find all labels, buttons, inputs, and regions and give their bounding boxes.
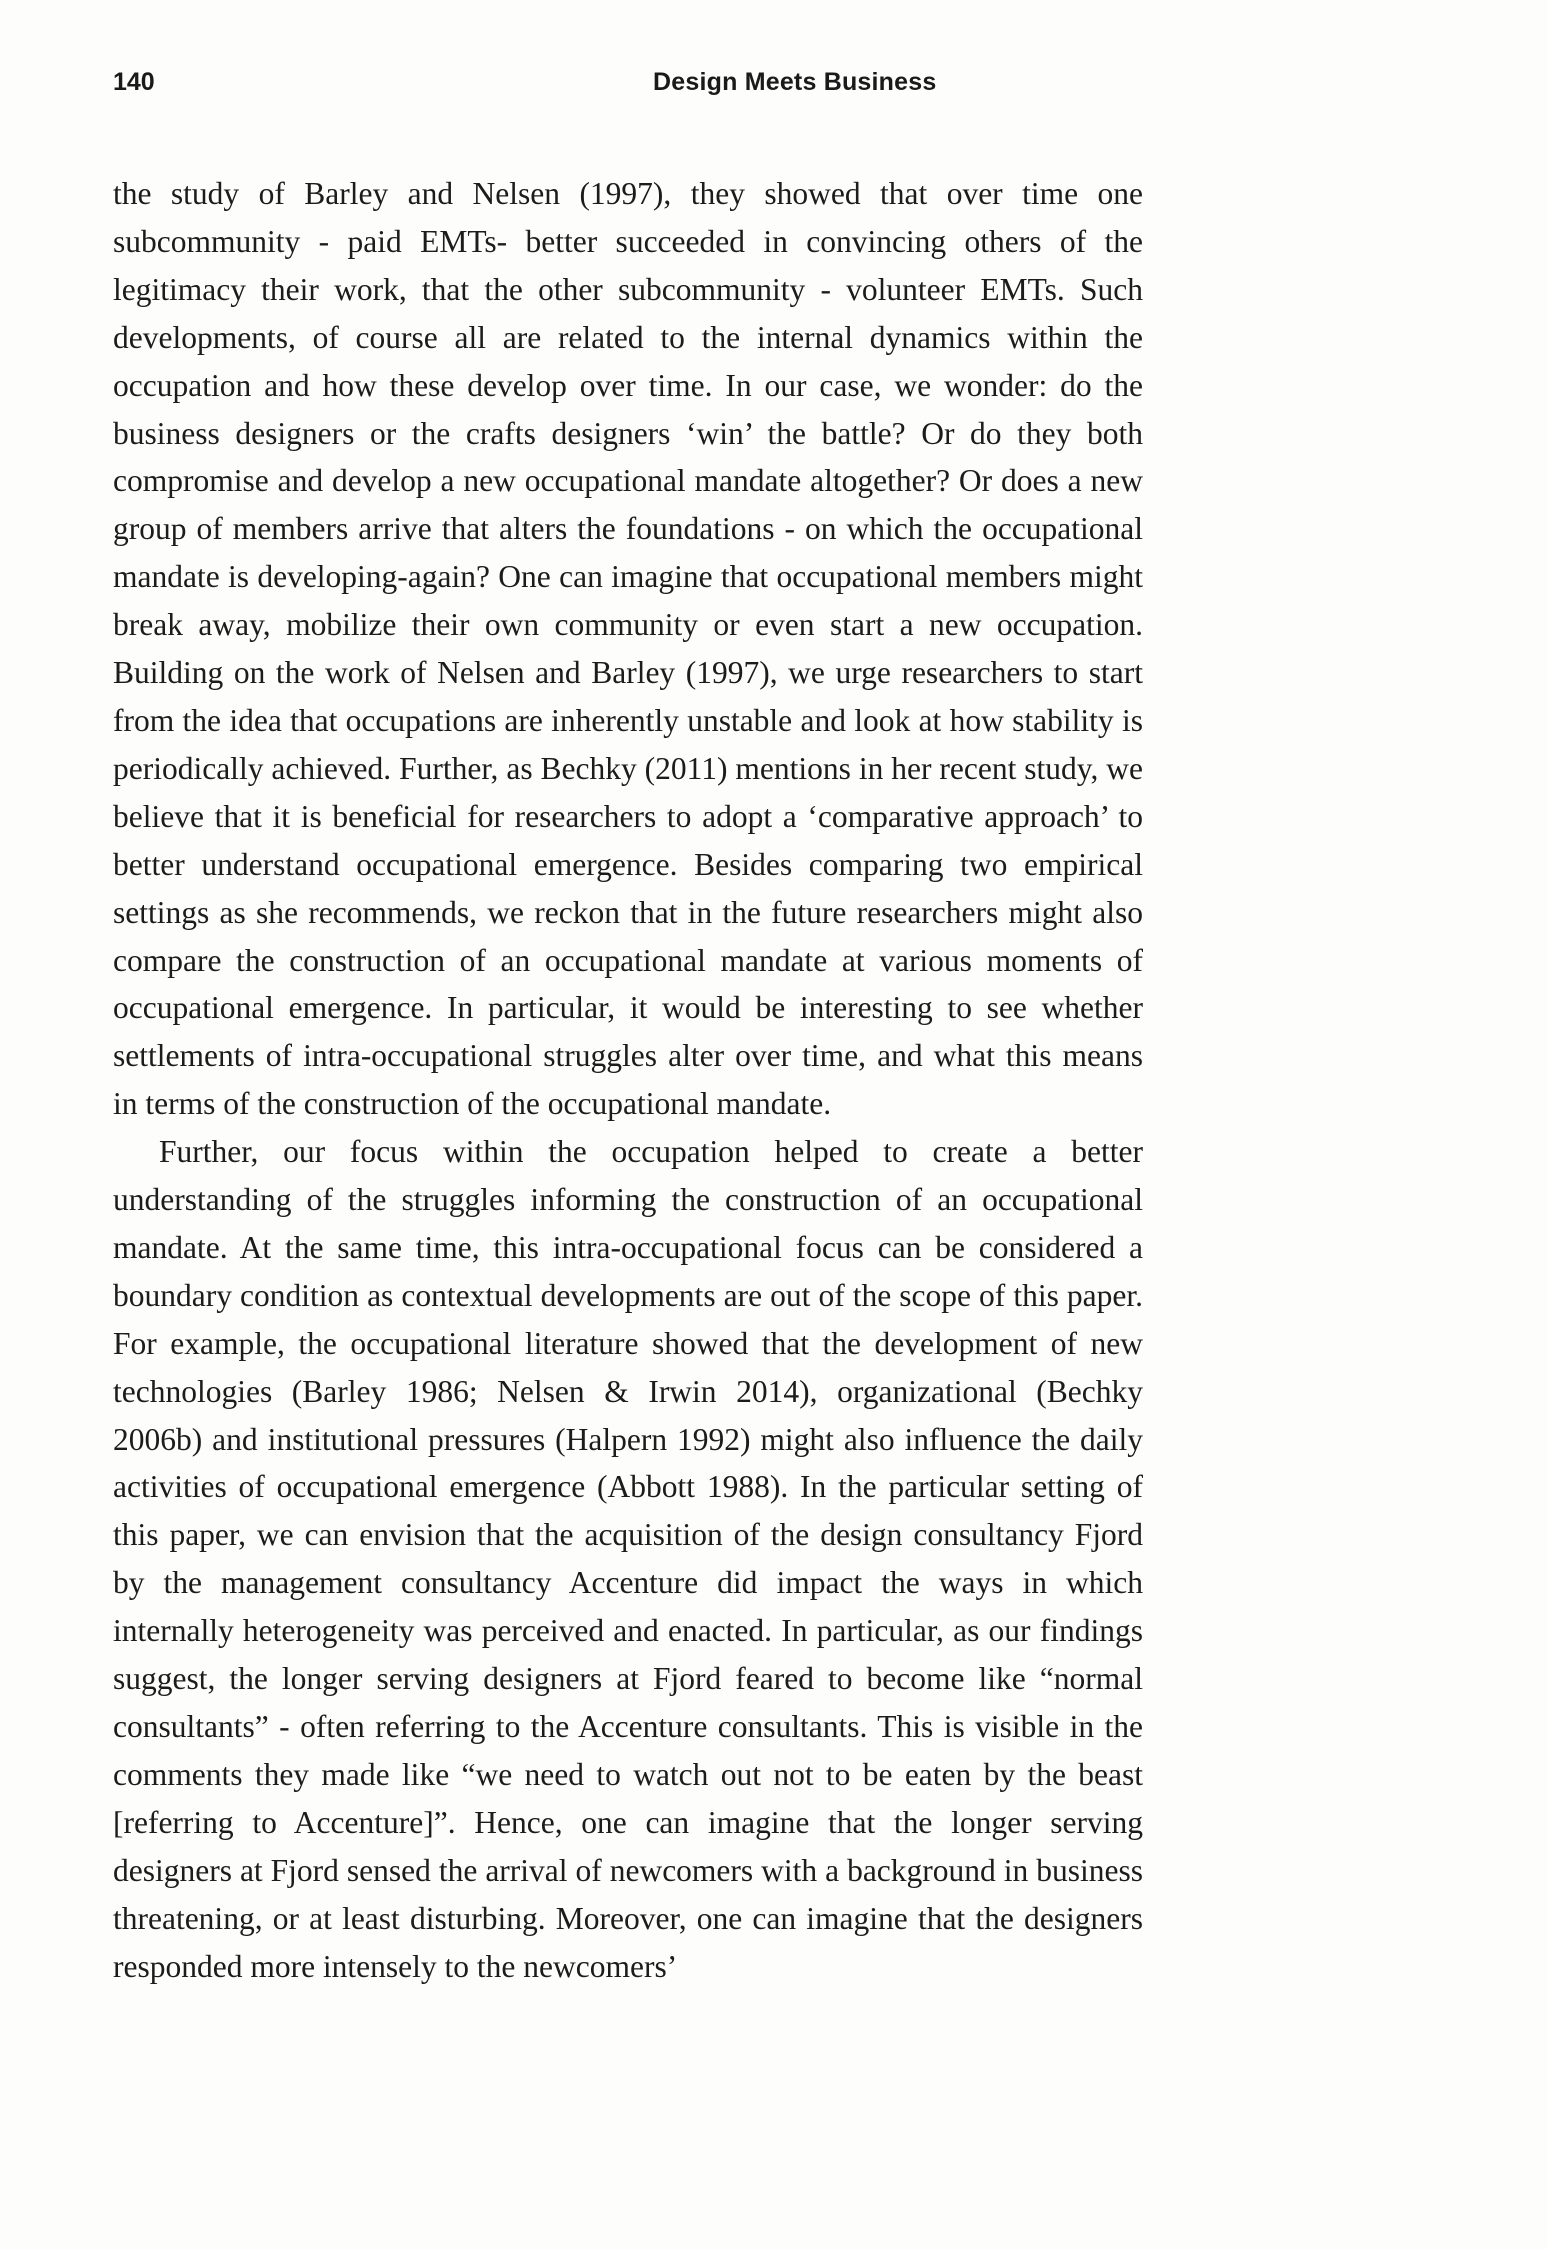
running-header bbox=[113, 68, 1143, 104]
paragraph: Further, our focus within the occupation helped to create a better understanding of the struggles informing the construction of an occupational mandate. At the same time, this intra-occupational focus can be considered a boundary condition as contextual developments are out of the scope of this paper. For example, the occupational literature showed that the development of new technologies (Barley 1986; Nelsen & Irwin 2014), organizational (Bechky 2006b) and institutional pressures (Halpern 1992) might also influence the daily activities of occupational emergence (Abbott 1988). In the particular setting of this paper, we can envision that the acquisition of the design consultancy Fjord by the management consultancy Accenture did impact the ways in which internally heterogeneity was perceived and enacted. In particular, as our findings suggest, the longer serving designers at Fjord feared to become like “normal consultants” - often referring to the Accenture consultants. This is visible in the comments they made like “we need to watch out not to be eaten by the beast [referring to Accenture]”. Hence, one can imagine that the longer serving designers at Fjord sensed the arrival of newcomers with a background in business threatening, or at least disturbing. Moreover, one can imagine that the designers responded more intensely to the newcomers’ bbox=[113, 1134, 1143, 1984]
page-number: 140 bbox=[113, 68, 155, 96]
body-text bbox=[113, 170, 1143, 1990]
paragraph: the study of Barley and Nelsen (1997), they showed that over time one subcommunity - paid EMTs- better succeeded in convincing others of the legitimacy their work, that the other subcommunity - volunteer EMTs. Such developments, of course all are related to the internal dynamics within the occupation and how these develop over time. In our case, we wonder: do the business designers or the crafts designers ‘win’ the battle? Or do they both compromise and develop a new occupational mandate altogether? Or does a new group of members arrive that alters the foundations - on which the occupational mandate is developing-again? One can imagine that occupational members might break away, mobilize their own community or even start a new occupation. Building on the work of Nelsen and Barley (1997), we urge researchers to start from the idea that occupations are inherently unstable and look at how stability is periodically achieved. Further, as Bechky (2011) mentions in her recent study, we believe that it is beneficial for researchers to adopt a ‘comparative approach’ to better understand occupational emergence. Besides comparing two empirical settings as she recommends, we reckon that in the future researchers might also compare the construction of an occupational mandate at various moments of occupational emergence. In particular, it would be interesting to see whether settlements of intra-occupational struggles alter over time, and what this means in terms of the construction of the occupational mandate. bbox=[113, 176, 1143, 1122]
book-title: Design Meets Business bbox=[653, 68, 937, 96]
